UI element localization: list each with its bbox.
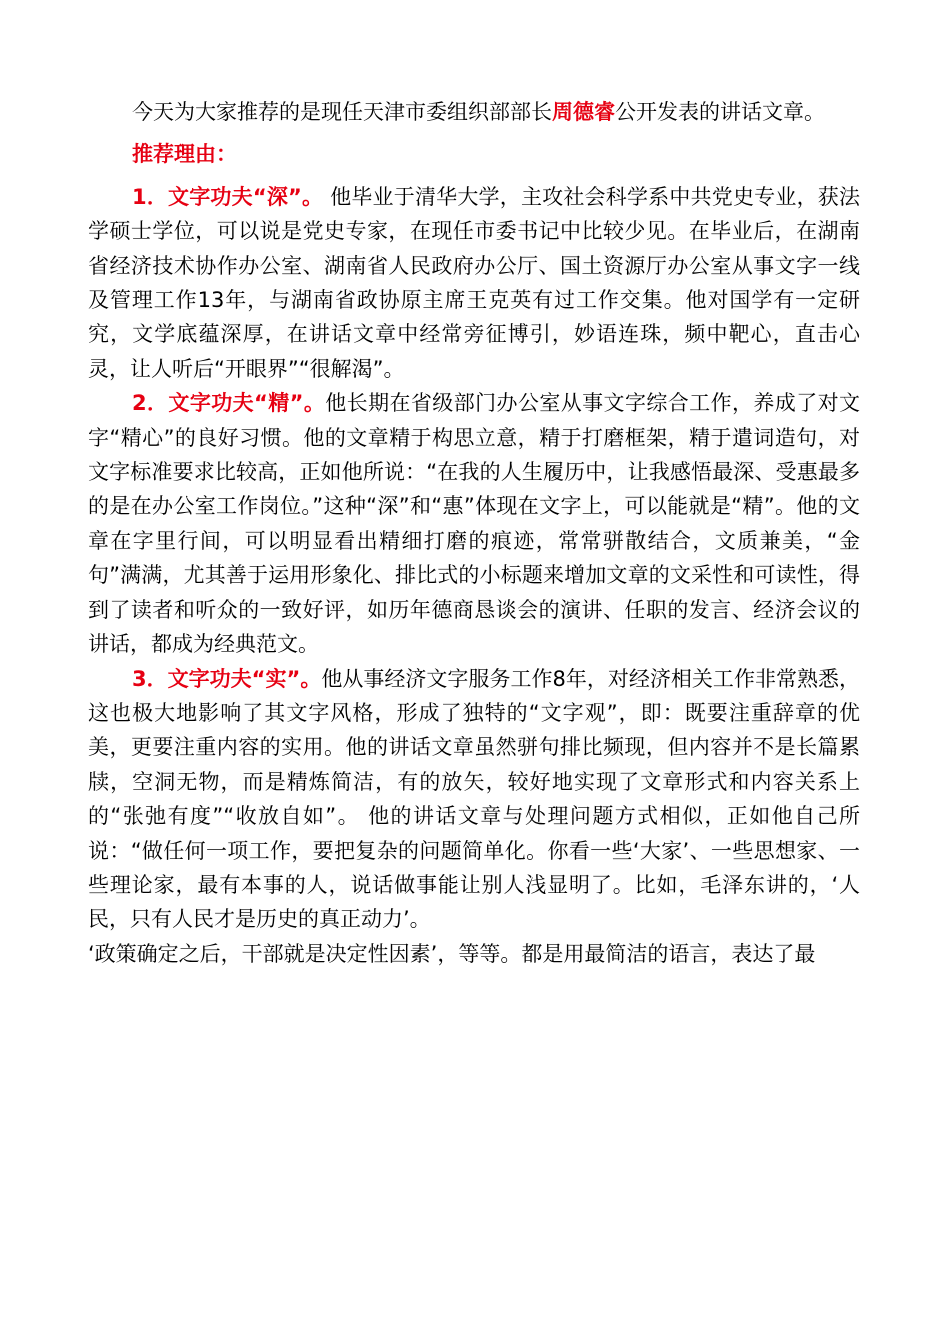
spacer <box>88 172 860 180</box>
point-paragraph-2 <box>88 386 860 661</box>
intro-paragraph <box>88 95 860 129</box>
document-body <box>88 95 860 971</box>
continuation-paragraph: ‘政策确定之后，干部就是决定性因素’，等等。都是用最简洁的语言，表达了最 <box>88 941 816 966</box>
intro-before: 今天为大家推荐的是现任天津市委组织部部长 <box>132 100 552 124</box>
highlighted-name: 周德睿 <box>552 100 615 124</box>
reasons-heading: 推荐理由： <box>132 142 237 167</box>
point-heading-3: 3．文字功夫“实”。 <box>132 666 322 691</box>
point-body-1: 他毕业于清华大学，主攻社会科学系中共党史专业，获法学硕士学位，可以说是党史专家，在现任市委书记中比较少见。在毕业后，在湖南省经济技术协作办公室、湖南省人民政府办公厅、国土资源厅办公室从事文字一线及管理工作13年，与湖南省政协原主席王克英有过工作交集。他对国学有一定研究，文学底蕴深厚，在讲话文章中经常旁征博引，妙语连珠，频中靶心，直击心灵，让人听后“开眼界”“很解渴”。 <box>88 184 860 381</box>
spacer <box>88 129 860 137</box>
point-paragraph-3 <box>88 662 860 937</box>
point-paragraph-1 <box>88 180 860 386</box>
intro-after: 公开发表的讲话文章。 <box>615 100 825 124</box>
point-heading-2: 2．文字功夫“精”。 <box>132 391 326 416</box>
point-body-3: 他从事经济文字服务工作8年，对经济相关工作非常熟悉，这也极大地影响了其文字风格，形成了独特的“文字观”，即：既要注重辞章的优美，更要注重内容的实用。他的讲话文章虽然骈句排比频现，但内容并不是长篇累牍，空洞无物，而是精炼简洁，有的放矢，较好地实现了文章形式和内容关系上的“张弛有度”“收放自如”。 他的讲话文章与处理问题方式相似，正如他自己所说：“做任何一项工作，要把复杂的问题简单化。你看一些‘大家’、一些思想家、一些理论家，最有本事的人，说话做事能让别人浅显明了。比如，毛泽东讲的，‘人民，只有人民才是历史的真正动力’。 <box>88 666 861 932</box>
point-heading-1: 1．文字功夫“深”。 <box>132 184 324 209</box>
reasons-heading-paragraph <box>88 137 860 171</box>
point-body-2: 他长期在省级部门办公室从事文字综合工作，养成了对文字“精心”的良好习惯。他的文章精于构思立意，精于打磨框架，精于遣词造句，对文字标准要求比较高，正如他所说：“在我的人生履历中，让我感悟最深、受惠最多的是在办公室工作岗位。”这种“深”和“惠”体现在文字上，可以能就是“精”。他的文章在字里行间，可以明显看出精细打磨的痕迹，常常骈散结合，文质兼美，“金句”满满，尤其善于运用形象化、排比式的小标题来增加文章的文采性和可读性，得到了读者和听众的一致好评，如历年德商恳谈会的演讲、任职的发言、经济会议的讲话，都成为经典范文。 <box>88 391 861 657</box>
